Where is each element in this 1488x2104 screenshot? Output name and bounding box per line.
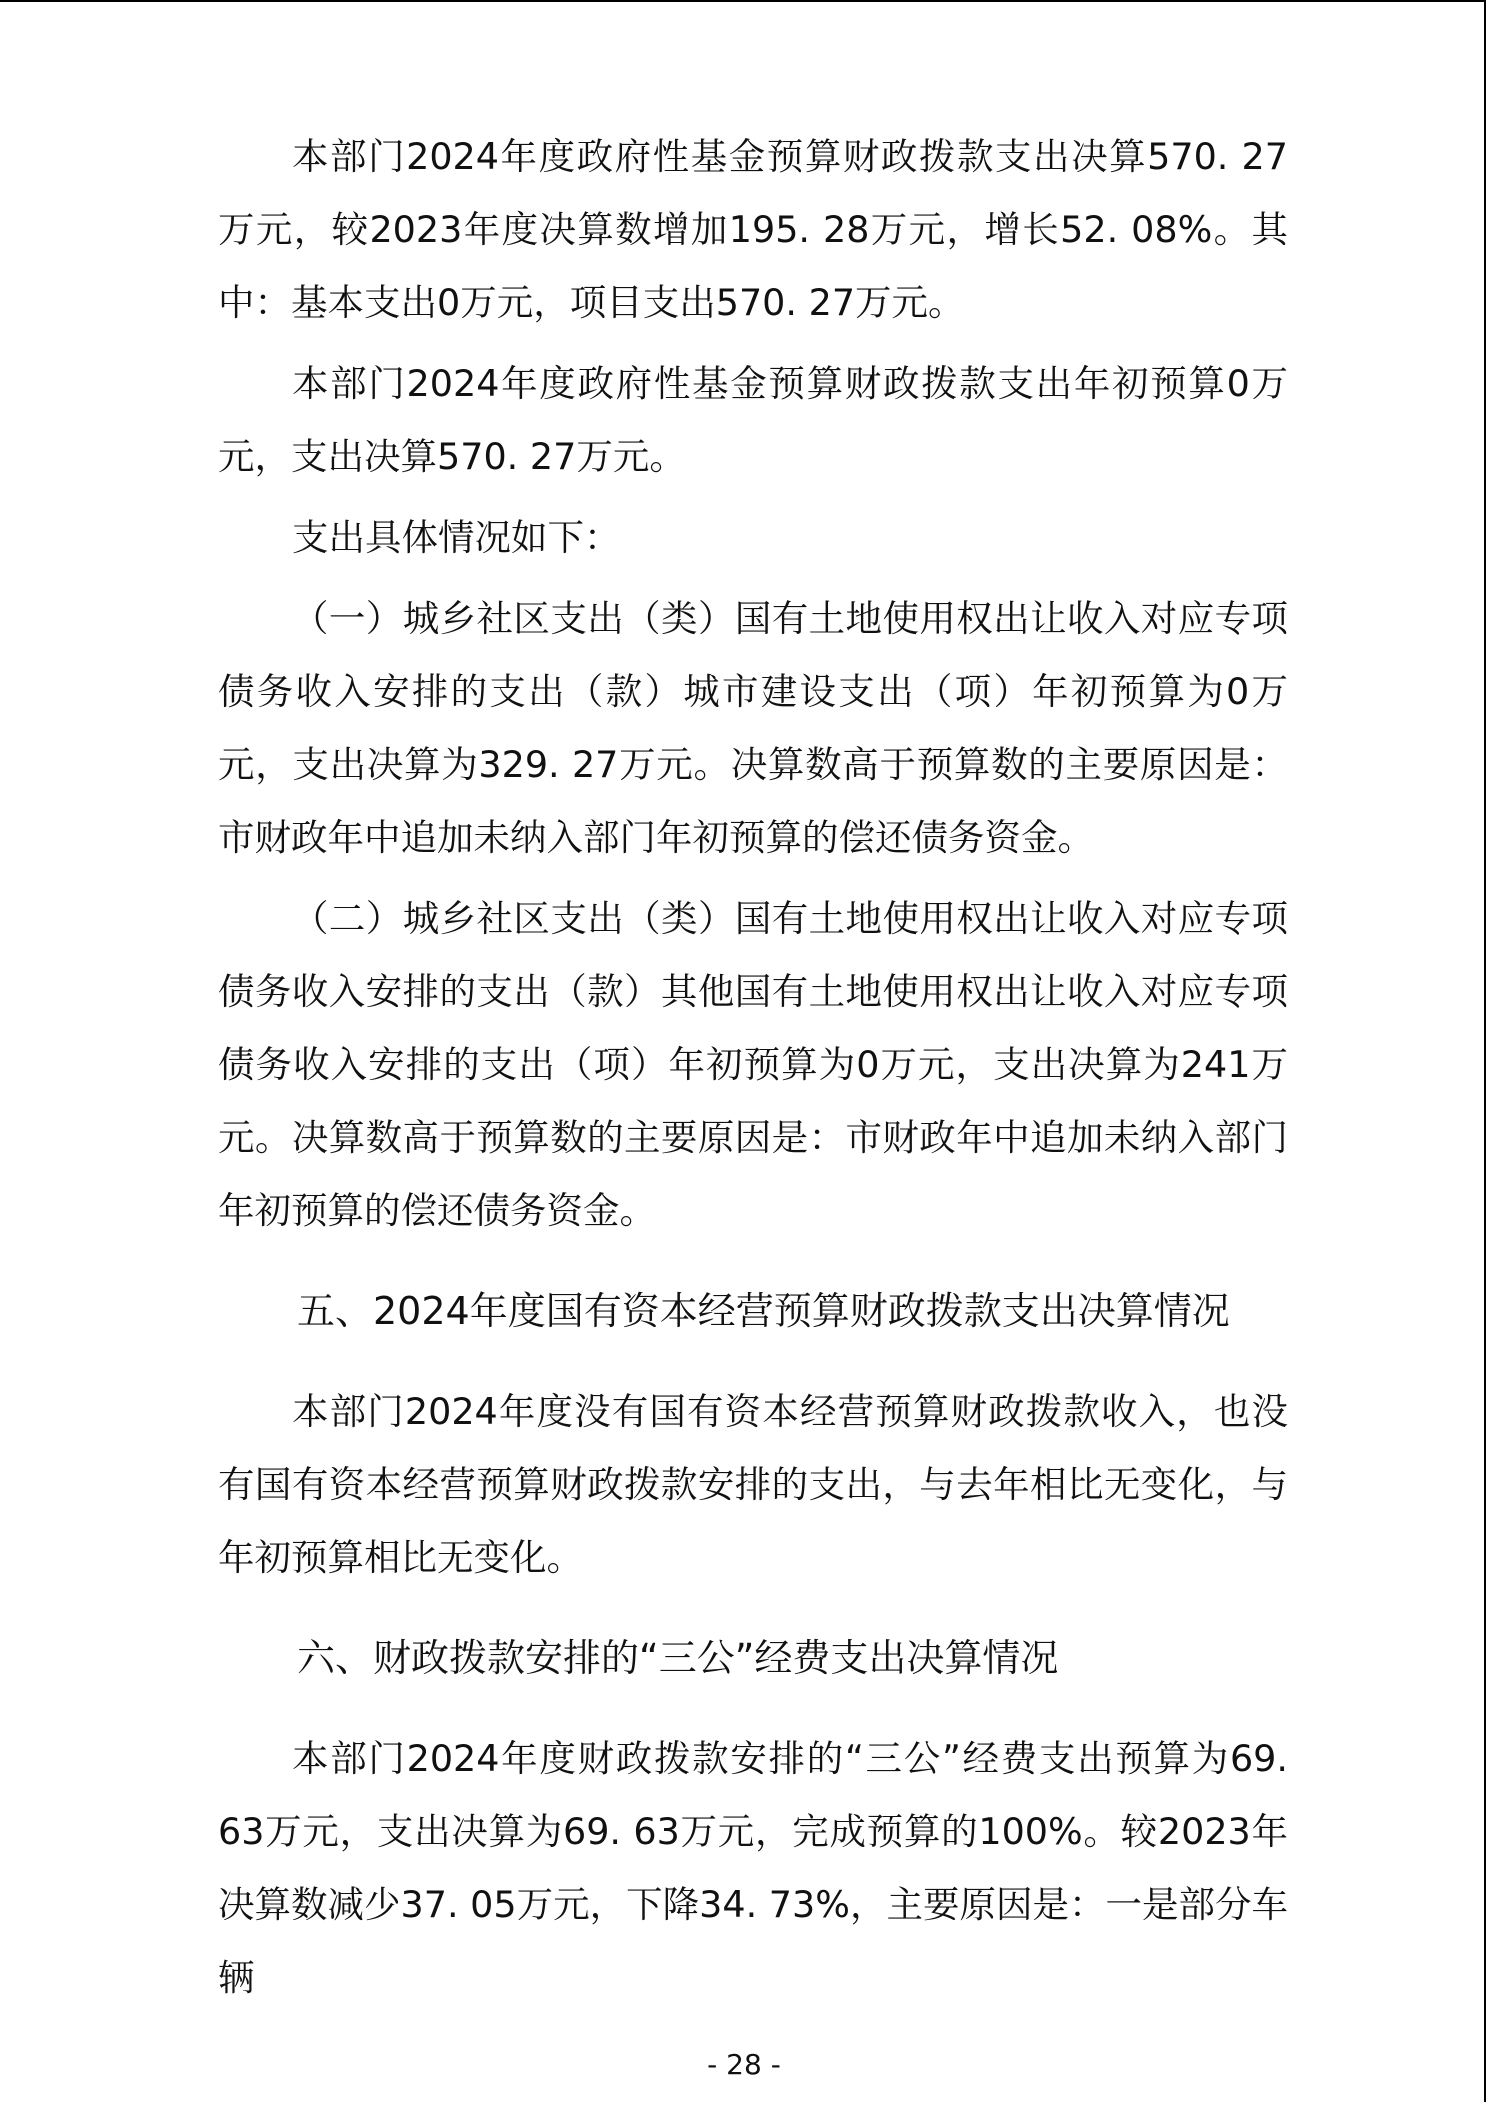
paragraph-item-two: （二）城乡社区支出（类）国有土地使用权出让收入对应专项债务收入安排的支出（款）其他国有土地使用权出让收入对应专项债务收入安排的支出（项）年初预算为0万元，支出决算为241万元。决算数高于预算数的主要原因是：市财政年中追加未纳入部门年初预算的偿还债务资金。 (218, 897, 1288, 1232)
page-content (218, 120, 1288, 2014)
page-number: - 28 - (707, 2048, 781, 2081)
paragraph-gov-fund-budget: 本部门2024年度政府性基金预算财政拨款支出年初预算0万元，支出决算570. 27万元。 (218, 362, 1288, 478)
paragraph-state-capital: 本部门2024年度没有国有资本经营预算财政拨款收入，也没有国有资本经营预算财政拨款安排的支出，与去年相比无变化，与年初预算相比无变化。 (218, 1390, 1288, 1579)
section-heading-6: 六、财政拨款安排的“三公”经费支出决算情况 (297, 1636, 1059, 1680)
paragraph-gov-fund-total: 本部门2024年度政府性基金预算财政拨款支出决算570. 27万元，较2023年度决算数增加195. 28万元，增长52. 08%。其中：基本支出0万元，项目支出570. 27万元。 (218, 135, 1288, 324)
paragraph-three-public: 本部门2024年度财政拨款安排的“三公”经费支出预算为69. 63万元，支出决算为69. 63万元，完成预算的100%。较2023年决算数减少37. 05万元，下降34. 73%，主要原因是：一是部分车辆 (218, 1737, 1288, 1999)
paragraph-details-intro: 支出具体情况如下： (292, 516, 621, 559)
paragraph-item-one: （一）城乡社区支出（类）国有土地使用权出让收入对应专项债务收入安排的支出（款）城市建设支出（项）年初预算为0万元，支出决算为329. 27万元。决算数高于预算数的主要原因是：市财政年中追加未纳入部门年初预算的偿还债务资金。 (218, 597, 1288, 859)
section-heading-5: 五、2024年度国有资本经营预算财政拨款支出决算情况 (297, 1289, 1230, 1333)
